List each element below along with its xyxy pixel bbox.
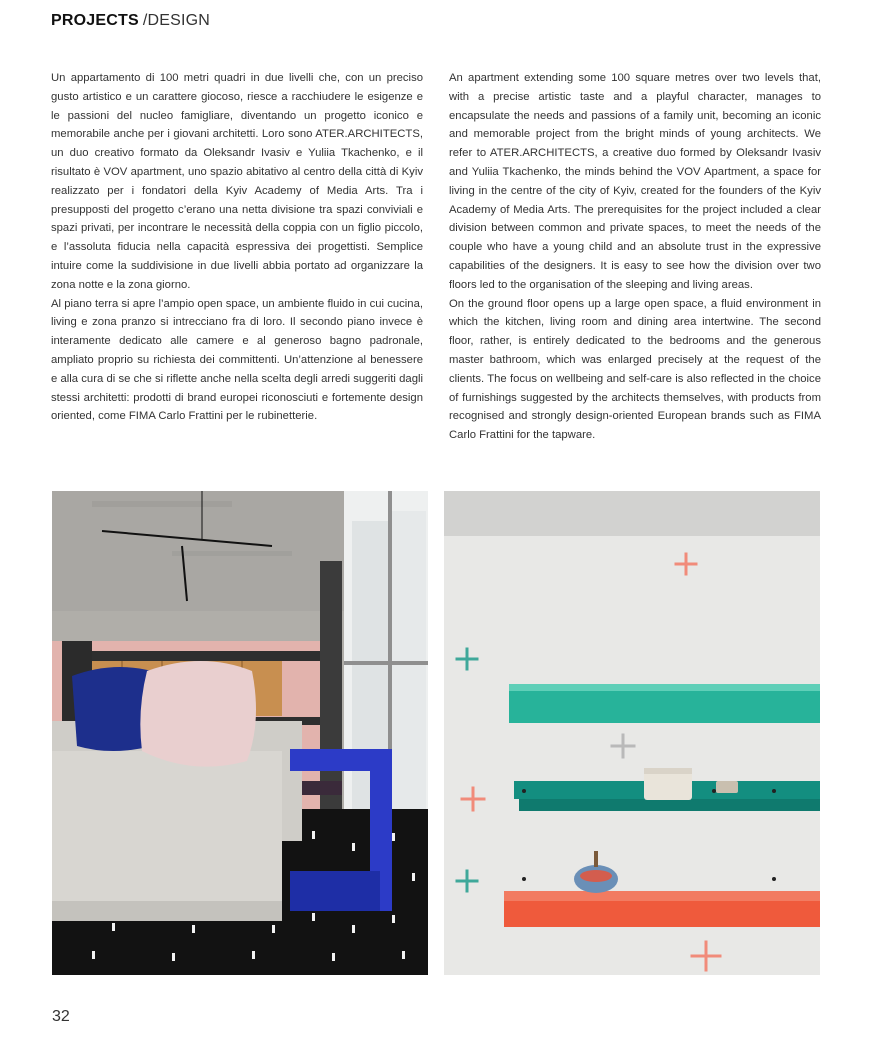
living-room-photo (52, 491, 428, 975)
page-number: 32 (52, 1008, 70, 1025)
italian-paragraph-2: Al piano terra si apre l’ampio open space, un ambiente fluido in cui cucina, living e zona pranzo si intrecciano fra di loro. Il secondo piano invece è interamente dedicato alle camere e al generoso bagno padronale, ampliato proprio su richiesta dei committenti. Un’attenzione al benessere e alla cura di se che si riflette anche nella scelta degli arredi suggeriti dagli stessi architetti: prodotti di brand europei riconosciuti e fortemente design oriented, come FIMA Carlo Frattini per le rubinetterie. (51, 297, 423, 423)
english-paragraph-1: An apartment extending some 100 square metres over two levels that, with a precise artistic taste and a playful character, manages to encapsulate the needs and passions of a family unit, becoming an iconic and memorable project from the bright minds of young architects. We refer to ATER.ARCHITECTS, a creative duo formed by Oleksandr Ivasiv and Yuliia Tkachenko, the minds behind the VOV Apartment, a space for living in the centre of the city of Kyiv, created for the founders of the Kyiv Academy of Media Arts. The prerequisites for the project included a clear division between common and private spaces, to meet the needs of the couple who have a young child and an absolute trust in the expressive capabilities of the designers. It is easy to see how the division over two floors led to the organisation of the sleeping and living areas. (449, 72, 821, 291)
shelves-photo (444, 491, 820, 975)
section-title: PROJECTS (51, 12, 139, 29)
english-paragraph-2: On the ground floor opens up a large open space, a fluid environment in which the kitchen, living room and dining area intertwine. The second floor, rather, is entirely dedicated to the bedrooms and the generous master bathroom, which was enlarged precisely at the request of the clients. The focus on wellbeing and self-care is also reflected in the choice of furnishings suggested by the architects themselves, with products from recognised and strongly design-oriented European brands such as FIMA Carlo Frattini for the tapware. (449, 297, 821, 442)
italian-paragraph-1: Un appartamento di 100 metri quadri in due livelli che, con un preciso gusto artistico e un carattere giocoso, riesce a racchiudere le esigenze e le passioni del nucleo famigliare, diventando un progetto iconico e memorabile anche per i giovani architetti. Loro sono ATER.ARCHITECTS, un duo creativo formato da Oleksandr Ivasiv e Yuliia Tkachenko, e il risultato è VOV apartment, uno spazio abitativo al centro della città di Kyiv realizzato per i fondatori della Kyiv Academy of Media Arts. Tra i presupposti del progetto c’erano una netta divisione tra spazi conviviali e spazi privati, per incontrare le necessità della coppia con un figlio piccolo, e l’assoluta fiducia nella capacità espressiva dei progettisti. Semplice intuire come la suddivisione in due livelli abbia portato ad organizzare la zona notte e la zona giorno. (51, 72, 423, 291)
section-subtitle: /DESIGN (142, 12, 211, 29)
english-column (449, 69, 821, 445)
page-header (51, 12, 210, 30)
italian-column (51, 69, 423, 426)
